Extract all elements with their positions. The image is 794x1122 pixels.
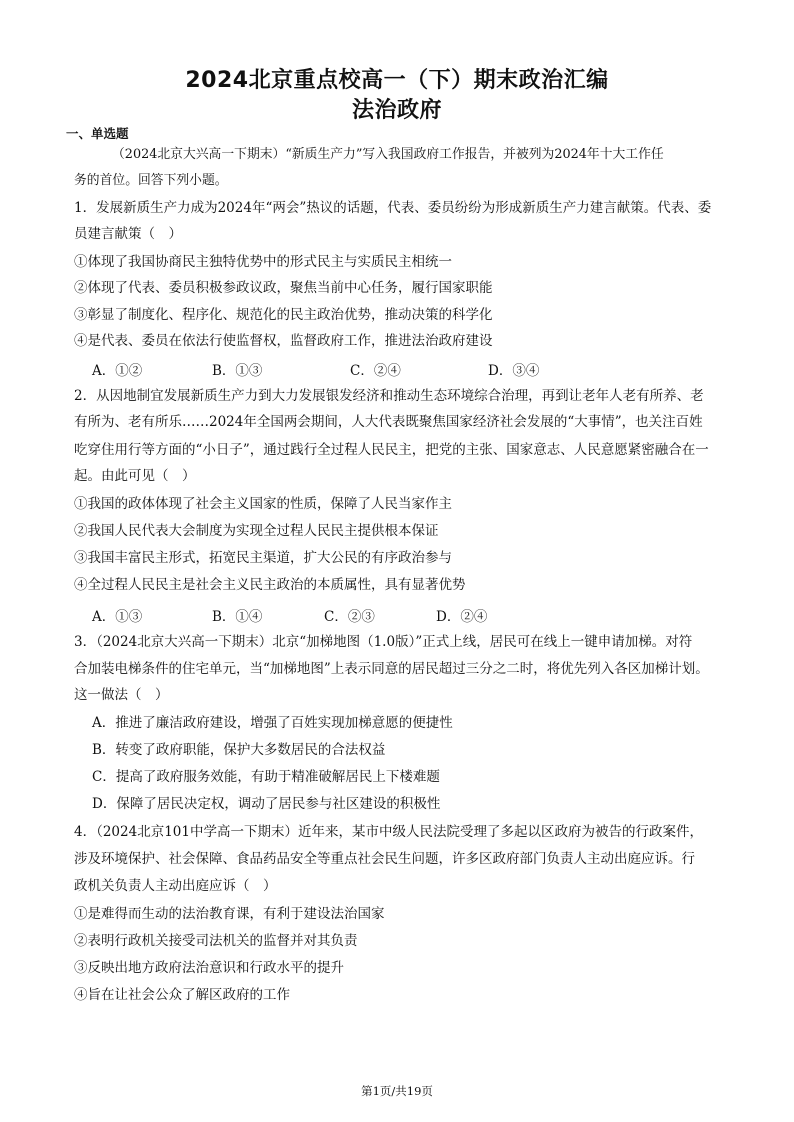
- q1-stem: 员建言献策（ ）: [74, 226, 182, 242]
- q3-option-b[interactable]: B．转变了政府职能，保护大多数居民的合法权益: [92, 742, 386, 758]
- document-title: 2024北京重点校高一（下）期末政治汇编: [185, 68, 609, 93]
- q4-statement-4: ④旨在让社会公众了解区政府的工作: [74, 987, 290, 1003]
- q2-statement-1: ①我国的政体体现了社会主义国家的性质，保障了人民当家作主: [74, 496, 452, 512]
- q1-statement-1: ①体现了我国协商民主独特优势中的形式民主与实质民主相统一: [74, 254, 452, 270]
- q4-statement-2: ②表明行政机关接受司法机关的监督并对其负责: [74, 933, 358, 949]
- q2-option-b[interactable]: B．①④: [212, 609, 263, 625]
- q2-stem: 吃穿住用行等方面的“小日子”，通过践行全过程人民民主，把党的主张、国家意志、人民意愿紧密融合在一: [74, 442, 709, 458]
- q1-stem: 1．发展新质生产力成为2024年“两会”热议的话题，代表、委员纷纷为形成新质生产力建言献策。代表、委: [74, 200, 712, 216]
- q3-option-d[interactable]: D．保障了居民决定权，调动了居民参与社区建设的积极性: [92, 796, 441, 812]
- page-footer: 第1页/共19页: [361, 1084, 433, 1098]
- q2-statement-2: ②我国人民代表大会制度为实现全过程人民民主提供根本保证: [74, 523, 439, 539]
- q1-option-d[interactable]: D．③④: [488, 363, 540, 379]
- q4-statement-1: ①是难得而生动的法治教育课，有利于建设法治国家: [74, 906, 385, 922]
- intro-line: 务的首位。回答下列小题。: [74, 173, 228, 188]
- q4-stem: 涉及环境保护、社会保障、食品药品安全等重点社会民生问题，许多区政府部门负责人主动出庭应诉。行: [74, 851, 695, 867]
- q1-statement-3: ③彰显了制度化、程序化、规范化的民主政治优势，推动决策的科学化: [74, 307, 493, 323]
- intro-line: （2024北京大兴高一下期末）“新质生产力”写入我国政府工作报告，并被列为2024年十大工作任: [112, 147, 664, 162]
- q3-option-c[interactable]: C．提高了政府服务效能，有助于精准破解居民上下楼难题: [92, 769, 440, 785]
- q2-option-d[interactable]: D．②④: [436, 609, 488, 625]
- q3-stem: 合加装电梯条件的住宅单元，当“加梯地图”上表示同意的居民超过三分之二时，将优先列入各区加梯计划。: [74, 661, 709, 677]
- q4-statement-3: ③反映出地方政府法治意识和行政水平的提升: [74, 960, 344, 976]
- q1-options: [92, 359, 539, 379]
- q2-option-a[interactable]: A．①③: [92, 609, 143, 625]
- q2-stem: 起。由此可见（ ）: [74, 468, 196, 484]
- q2-stem: 有所为、老有所乐……2024年全国两会期间，人大代表既聚焦国家经济社会发展的“大事情”，也关注百姓: [74, 414, 703, 430]
- q3-stem: 3．（2024北京大兴高一下期末）北京“加梯地图（1.0版）”正式上线，居民可在线上一键申请加梯。对符: [74, 634, 693, 650]
- q1-statement-4: ④是代表、委员在依法行使监督权，监督政府工作，推进法治政府建设: [74, 333, 493, 349]
- q1-statement-2: ②体现了代表、委员积极参政议政，聚焦当前中心任务，履行国家职能: [74, 280, 493, 296]
- q4-stem: 4．（2024北京101中学高一下期末）近年来，某市中级人民法院受理了多起以区政府为被告的行政案件，: [74, 824, 703, 840]
- section-header: 一、单选题: [66, 126, 129, 141]
- q2-statement-3: ③我国丰富民主形式，拓宽民主渠道，扩大公民的有序政治参与: [74, 550, 452, 566]
- q2-stem: 2．从因地制宜发展新质生产力到大力发展银发经济和推动生态环境综合治理，再到让老年人老有所养、老: [74, 388, 704, 404]
- q3-stem: 这一做法（ ）: [74, 687, 169, 703]
- q2-options: [92, 605, 487, 625]
- document-subtitle: 法治政府: [351, 98, 442, 123]
- q1-option-a[interactable]: A．①②: [92, 363, 143, 379]
- q1-option-c[interactable]: C．②④: [350, 363, 401, 379]
- q4-stem: 政机关负责人主动出庭应诉（ ）: [74, 878, 277, 894]
- q1-option-b[interactable]: B．①③: [212, 363, 263, 379]
- q2-statement-4: ④全过程人民民主是社会主义民主政治的本质属性，具有显著优势: [74, 577, 466, 593]
- q3-option-a[interactable]: A．推进了廉洁政府建设，增强了百姓实现加梯意愿的便捷性: [92, 715, 453, 731]
- q2-option-c[interactable]: C．②③: [324, 609, 375, 625]
